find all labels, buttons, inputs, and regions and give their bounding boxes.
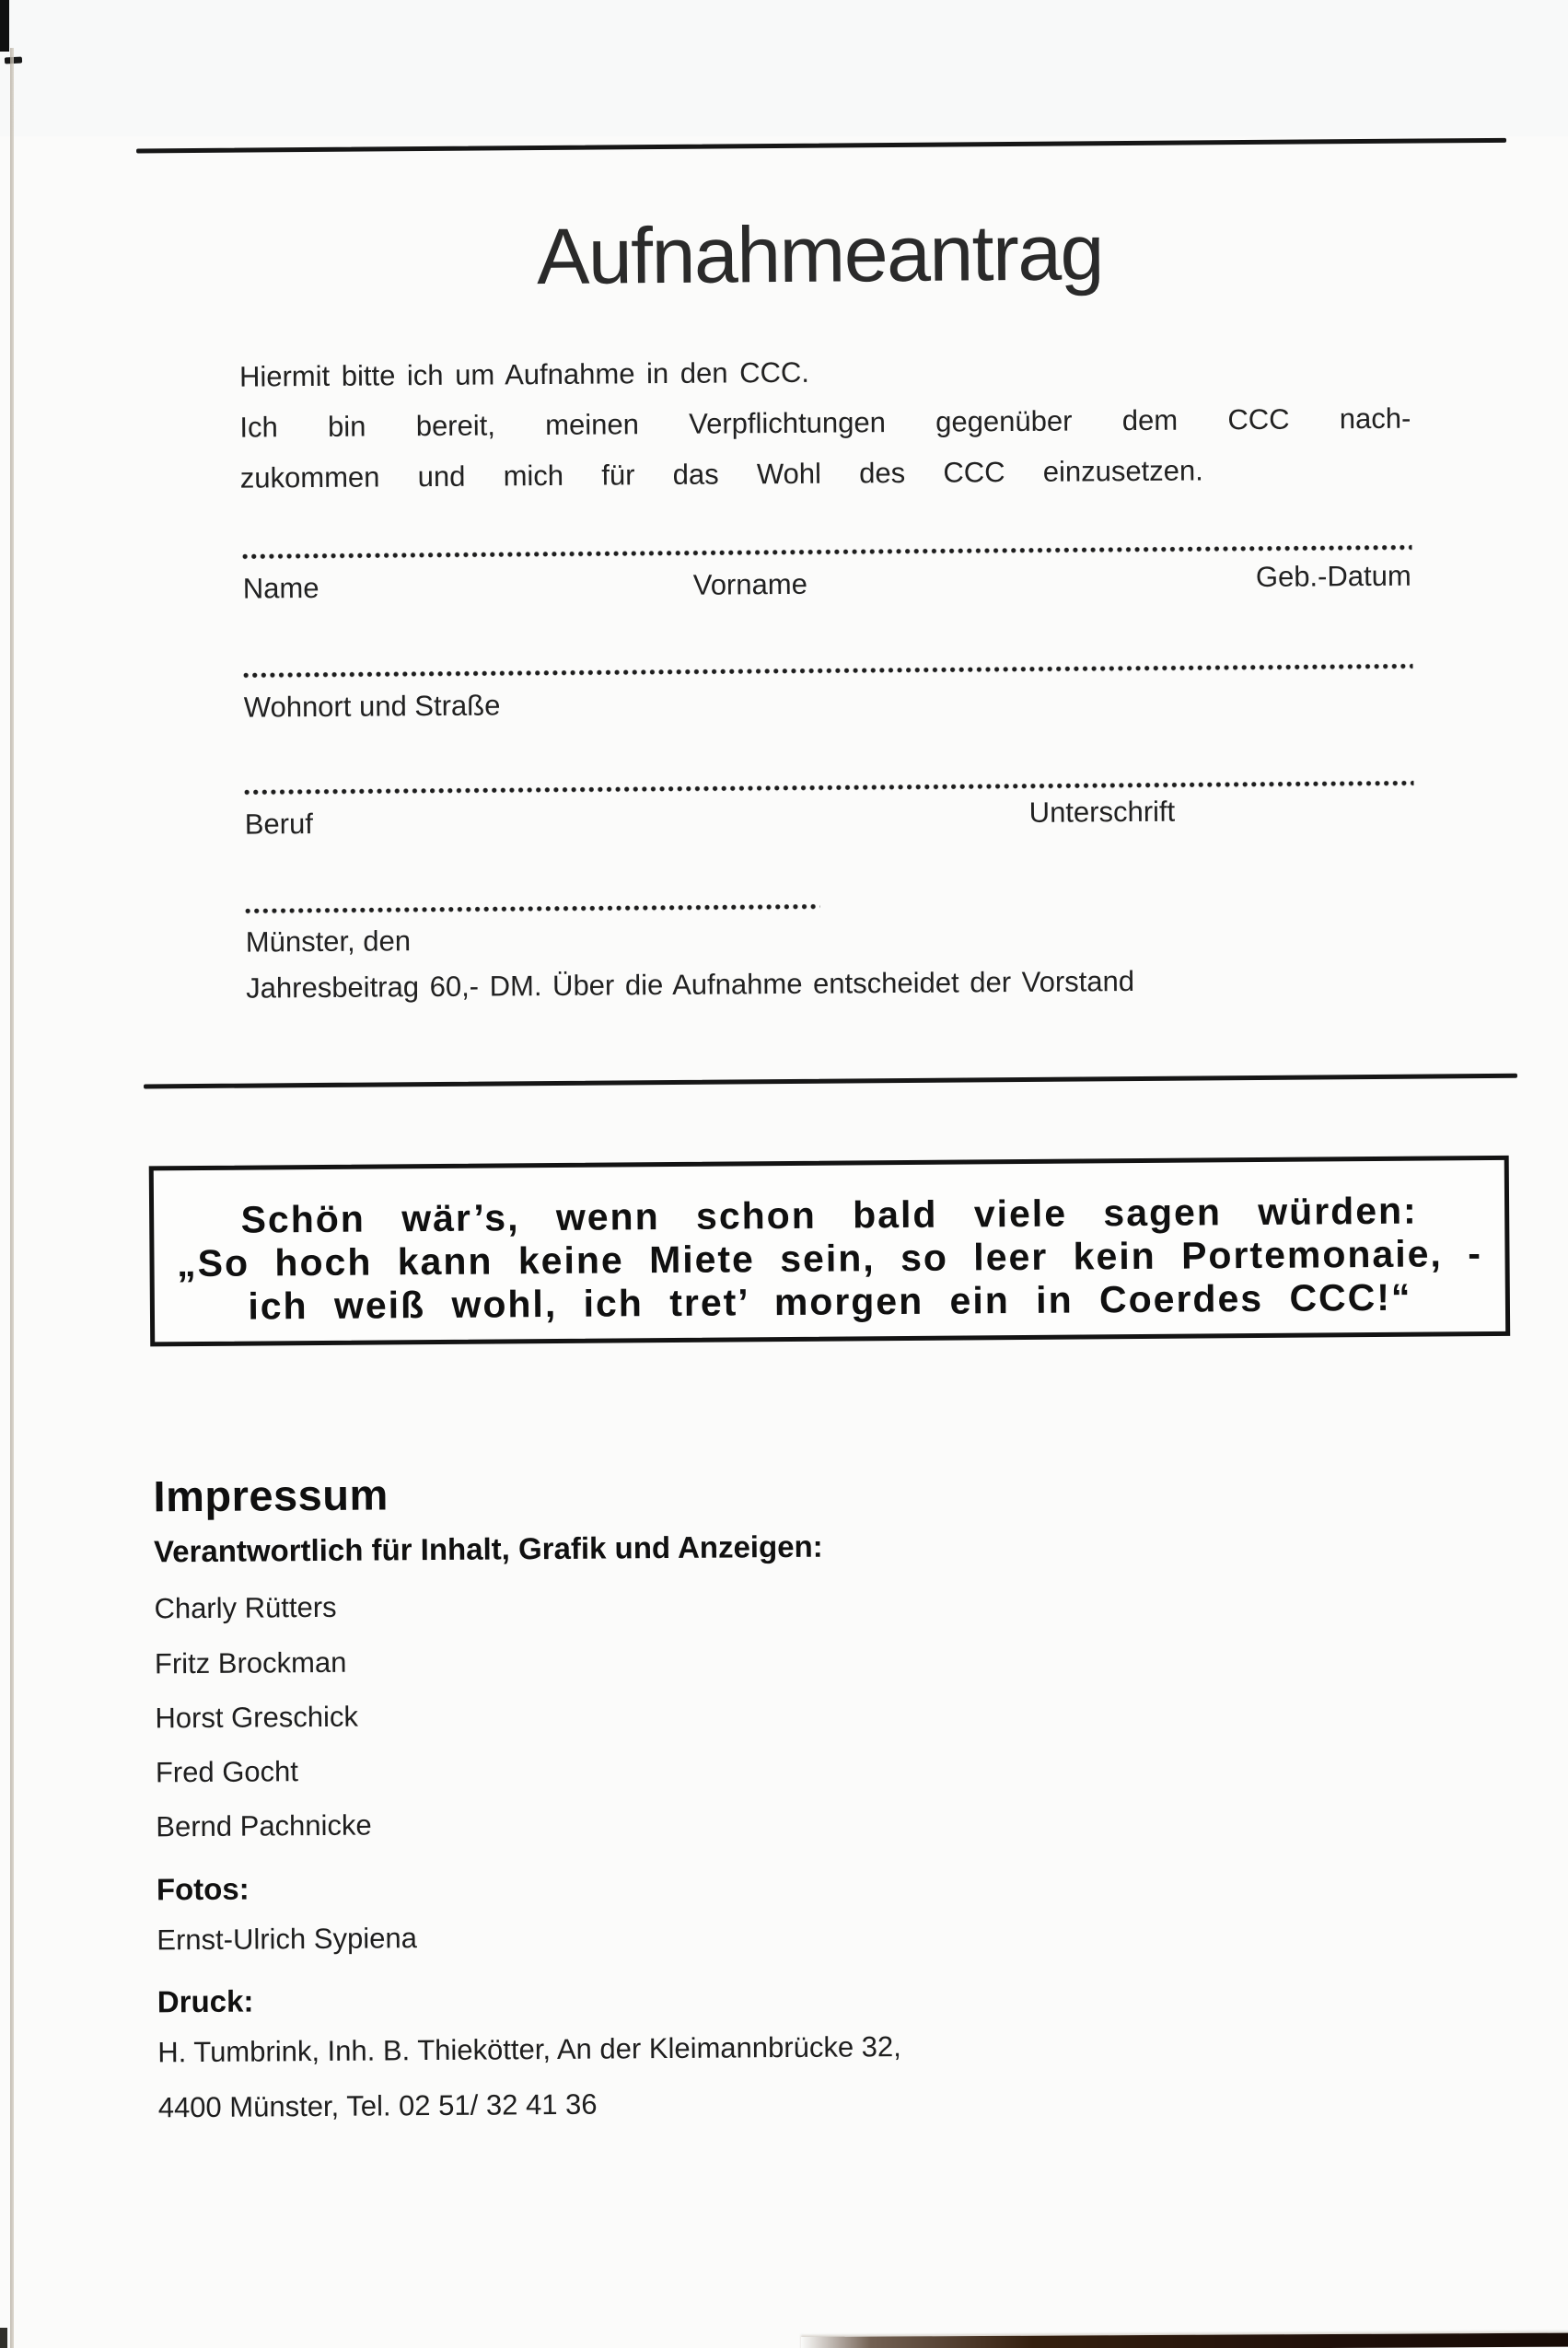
unterschrift-label: Unterschrift — [1028, 795, 1176, 829]
middle-divider-rule — [144, 1074, 1517, 1089]
geb-datum-label: Geb.-Datum — [1255, 559, 1411, 593]
impressum-responsible-heading: Verantwortlich für Inhalt, Grafik und Anzeigen: — [153, 1529, 823, 1569]
druck-address-line: H. Tumbrink, Inh. B. Thiekötter, An der Kleimannbrücke 32, — [157, 2030, 901, 2069]
vorname-label: Vorname — [692, 567, 807, 601]
slogan-line-2: „So hoch kann keine Miete sein, so leer kein Portemonaie, - — [176, 1232, 1483, 1285]
slogan-line-3: ich weiß wohl, ich tret’ morgen ein in Coerdes CCC!“ — [248, 1275, 1412, 1328]
druck-heading: Druck: — [157, 1983, 254, 2019]
intro-line-2: Ich bin bereit, meinen Verpflichtungen gegenüber dem CCC nach- — [239, 401, 1411, 444]
wohnort-row-dotted-line — [244, 664, 1413, 679]
impressum-name-1: Charly Rütters — [154, 1590, 337, 1625]
intro-line-1: Hiermit bitte ich um Aufnahme in den CCC. — [238, 355, 810, 393]
fotos-heading: Fotos: — [156, 1871, 250, 1907]
name-label: Name — [242, 571, 319, 605]
impressum-name-5: Bernd Pachnicke — [156, 1808, 372, 1843]
top-divider-rule — [136, 138, 1506, 154]
wohnort-label: Wohnort und Straße — [243, 689, 501, 724]
ort-datum-label: Münster, den — [245, 924, 412, 959]
scan-artifact-top-left-bar — [0, 0, 9, 52]
slogan-box — [149, 1156, 1510, 1347]
fee-note: Jahresbeitrag 60,- DM. Über die Aufnahme entscheidet der Vorstand — [246, 965, 1135, 1005]
beruf-row-dotted-line — [245, 781, 1414, 796]
impressum-name-3: Horst Greschick — [155, 1700, 359, 1735]
scan-artifact-left-page-edge — [10, 48, 14, 2348]
impressum-heading: Impressum — [153, 1470, 389, 1521]
beruf-label: Beruf — [244, 808, 314, 841]
name-row-dotted-line — [242, 545, 1411, 560]
page-title: Aufnahmeantrag — [536, 208, 1104, 302]
slogan-line-1: Schön wär’s, wenn schon bald viele sagen würden: — [240, 1189, 1418, 1241]
intro-line-3: zukommen und mich für das Wohl des CCC einzusetzen. — [239, 454, 1203, 494]
druck-city-tel-line: 4400 Münster, Tel. 02 51/ 32 41 36 — [157, 2087, 598, 2124]
impressum-name-4: Fred Gocht — [155, 1755, 299, 1789]
fotos-name: Ernst-Ulrich Sypiena — [157, 1922, 417, 1957]
ort-datum-dotted-line — [246, 904, 820, 914]
impressum-name-2: Fritz Brockman — [154, 1645, 347, 1680]
scan-artifact-bottom-left-mark — [0, 2328, 7, 2348]
